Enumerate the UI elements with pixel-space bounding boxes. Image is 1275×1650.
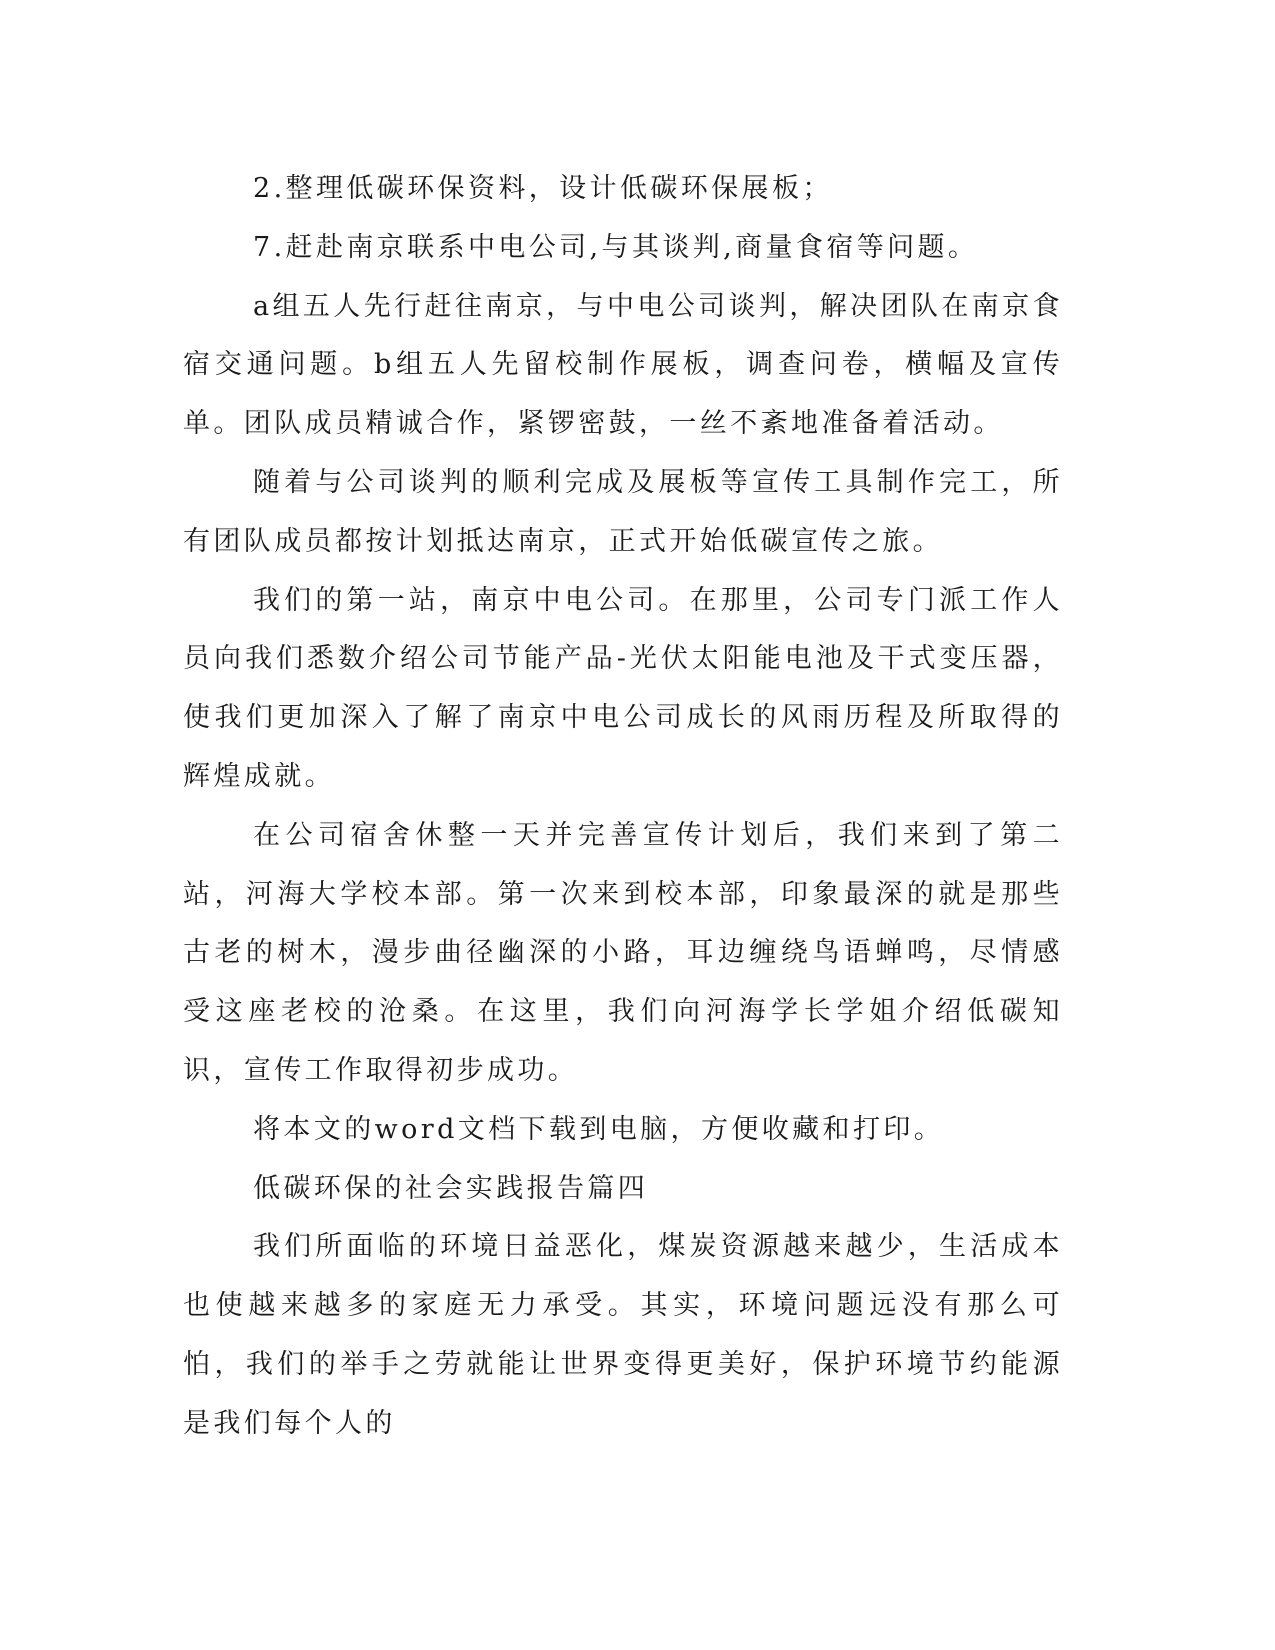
paragraph: a组五人先行赶往南京，与中电公司谈判，解决团队在南京食宿交通问题。b组五人先留校制作展板，调查问卷，横幅及宣传单。团队成员精诚合作，紧锣密鼓，一丝不紊地准备着活动。 [183, 290, 1063, 440]
paragraph: 我们所面临的环境日益恶化，煤炭资源越来越少，生活成本也使越来越多的家庭无力承受。其实，环境问题远没有那么可怕，我们的举手之劳就能让世界变得更美好，保护环境节约能源是我们每个人的 [183, 1231, 1063, 1439]
section-heading: 低碳环保的社会实践报告篇四 [253, 1172, 649, 1204]
paragraph: 2.整理低碳环保资料，设计低碳环保展板； [253, 173, 833, 204]
paragraph: 7.赶赴南京联系中电公司,与其谈判,商量食宿等问题。 [253, 231, 979, 263]
document-body [183, 160, 1063, 1454]
paragraph: 在公司宿舍休整一天并完善宣传计划后，我们来到了第二站，河海大学校本部。第一次来到校本部，印象最深的就是那些古老的树木，漫步曲径幽深的小路，耳边缠绕鸟语蝉鸣，尽情感受这座老校的沧桑。在这里，我们向河海学长学姐介绍低碳知识，宣传工作取得初步成功。 [183, 819, 1063, 1086]
paragraph: 随着与公司谈判的顺利完成及展板等宣传工具制作完工，所有团队成员都按计划抵达南京，正式开始低碳宣传之旅。 [183, 466, 1063, 557]
paragraph: 我们的第一站，南京中电公司。在那里，公司专门派工作人员向我们悉数介绍公司节能产品-光伏太阳能电池及干式变压器，使我们更加深入了解了南京中电公司成长的风雨历程及所取得的辉煌成就。 [183, 584, 1063, 792]
paragraph: 将本文的word文档下载到电脑，方便收藏和打印。 [253, 1113, 945, 1145]
